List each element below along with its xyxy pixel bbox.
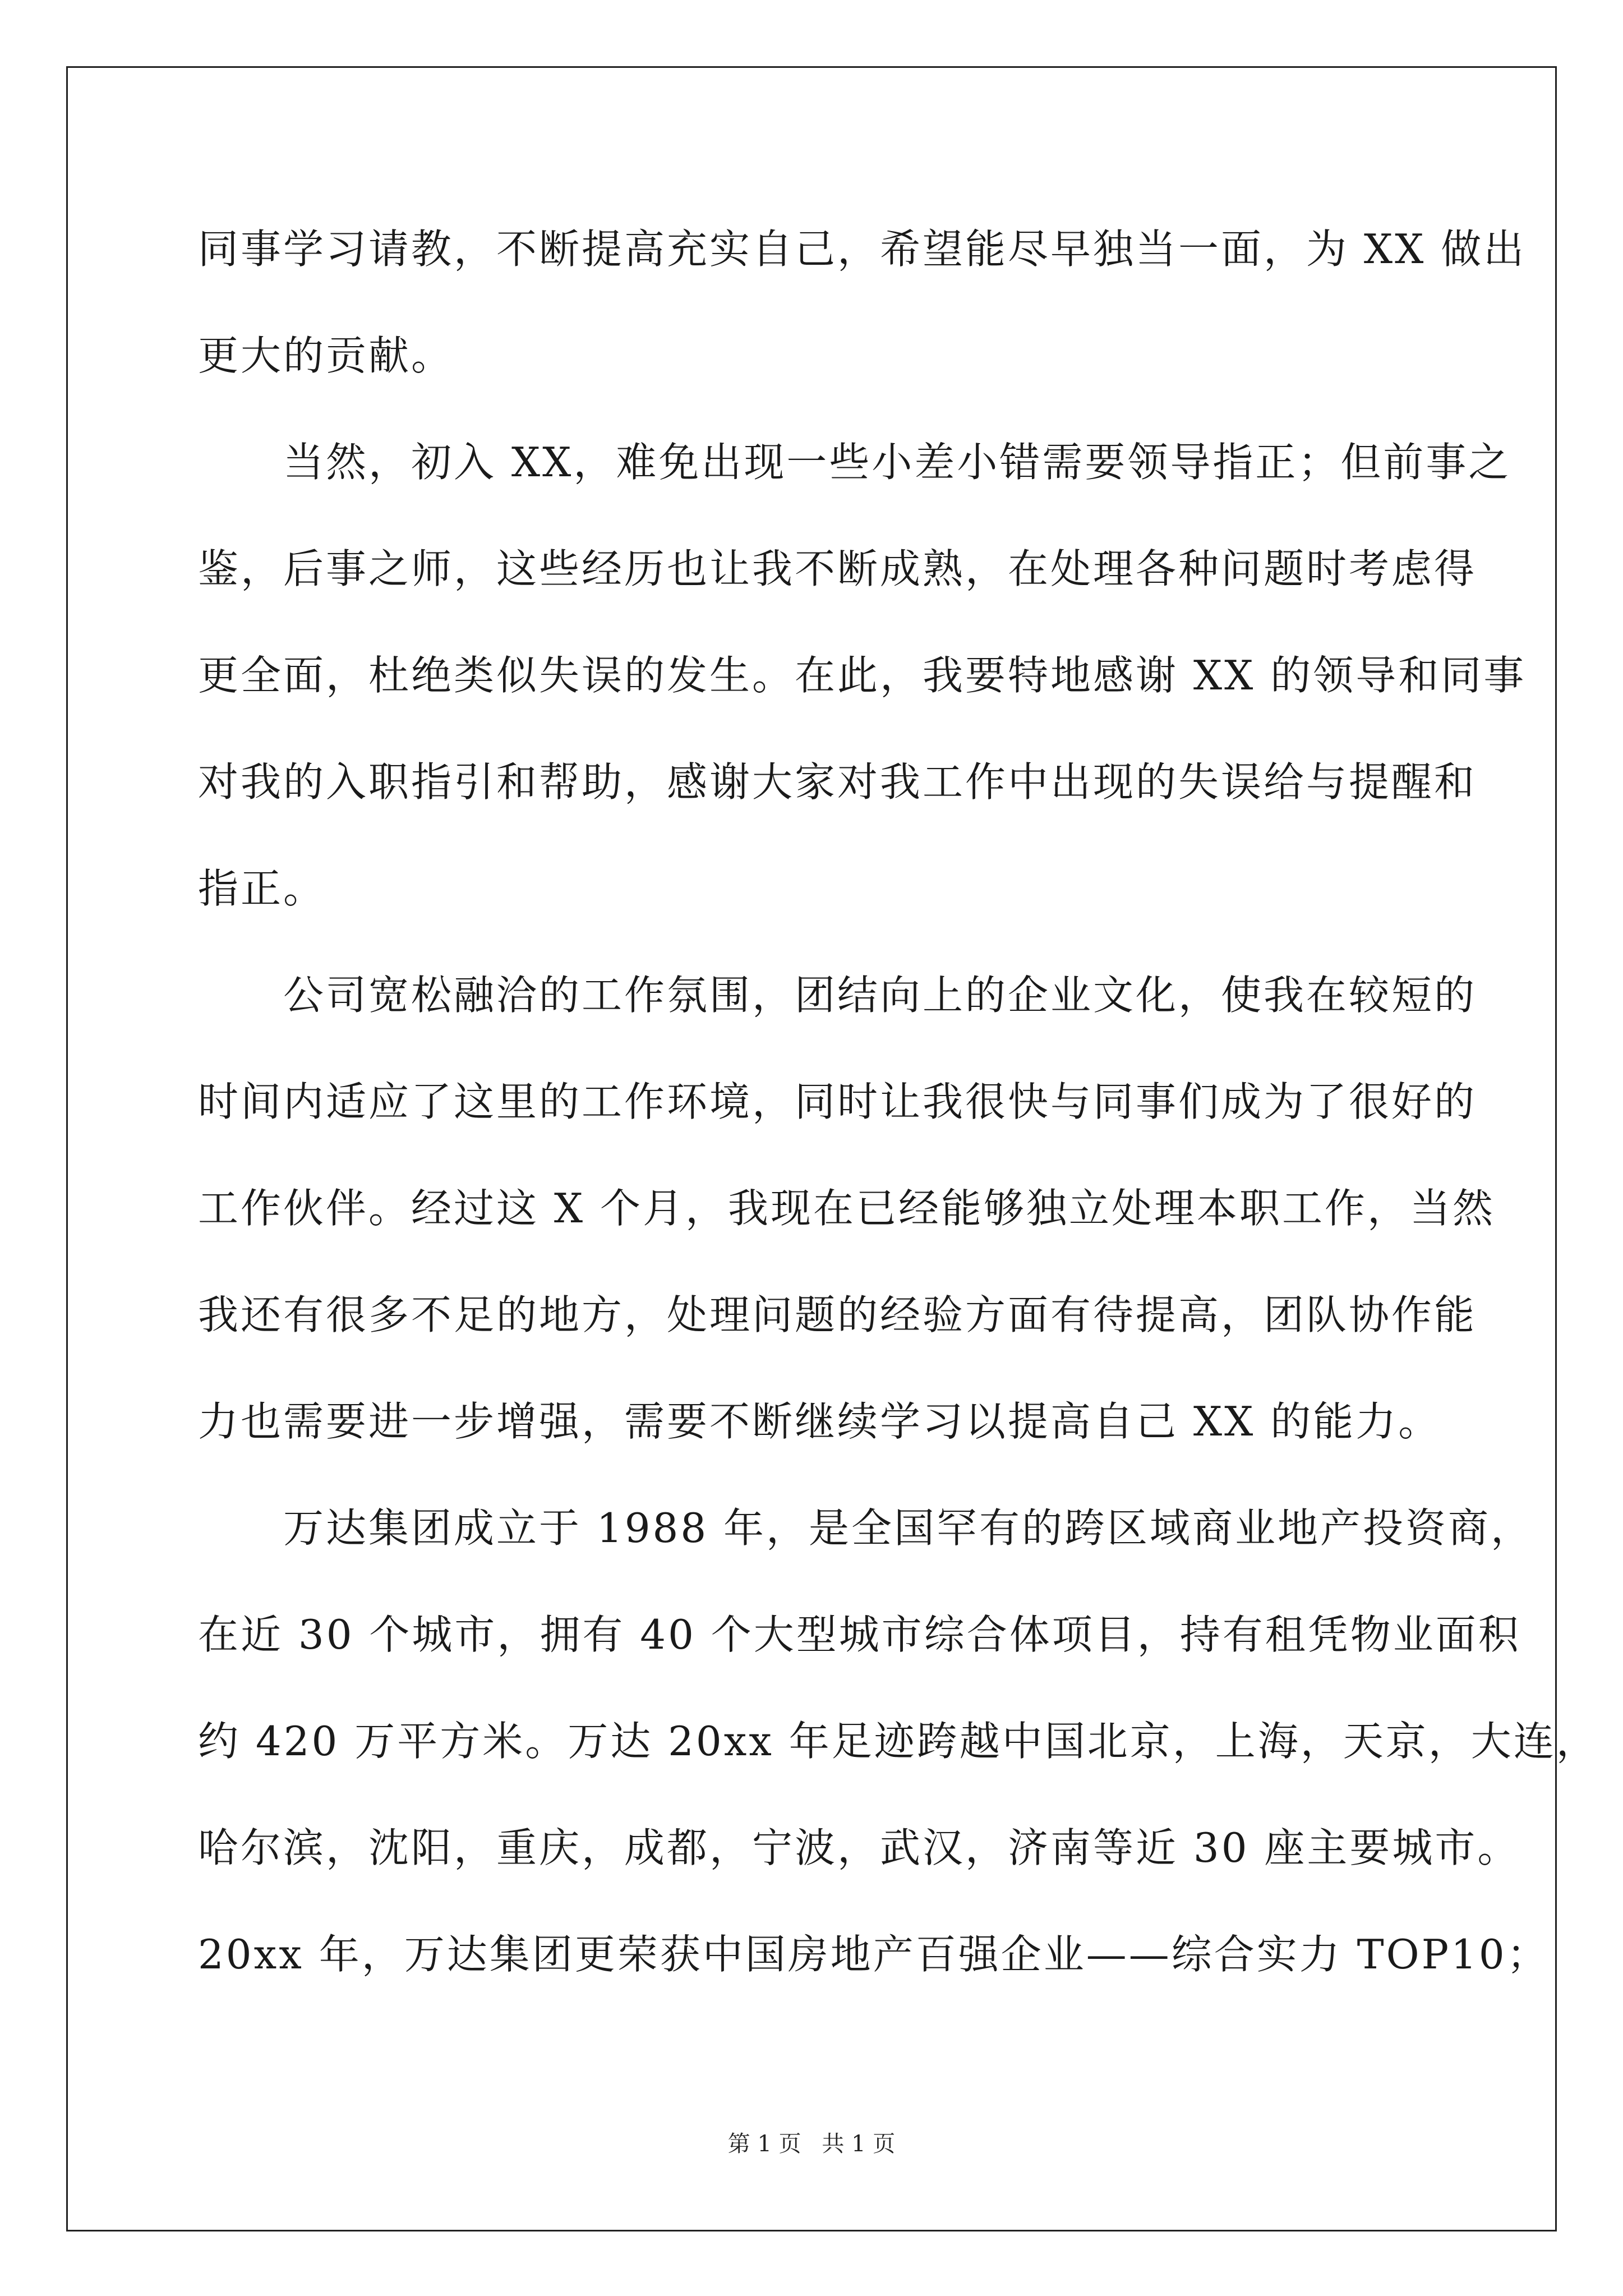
text-line: 在近 30 个城市，拥有 40 个大型城市综合体项目，持有租凭物业面积 bbox=[198, 1611, 1521, 1658]
text-line: 鉴，后事之师，这些经历也让我不断成熟，在处理各种问题时考虑得 bbox=[198, 545, 1477, 592]
text-line: 哈尔滨，沈阳，重庆，成都，宁波，武汉，济南等近 30 座主要城市。 bbox=[198, 1824, 1520, 1871]
text-line: 更全面，杜绝类似失误的发生。在此，我要特地感谢 XX 的领导和同事 bbox=[198, 652, 1527, 699]
text-line: 时间内适应了这里的工作环境，同时让我很快与同事们成为了很好的 bbox=[198, 1078, 1477, 1125]
text-line: 力也需要进一步增强，需要不断继续学习以提高自己 XX 的能力。 bbox=[198, 1398, 1441, 1445]
text-line: 20xx 年，万达集团更荣获中国房地产百强企业——综合实力 TOP10； bbox=[198, 1931, 1550, 1978]
text-line: 当然，初入 XX，难免出现一些小差小错需要领导指正；但前事之 bbox=[198, 439, 1511, 486]
page-footer bbox=[0, 2126, 1623, 2158]
text-line: 万达集团成立于 1988 年，是全国罕有的跨区域商业地产投资商， bbox=[198, 1504, 1534, 1552]
text-line: 指正。 bbox=[198, 865, 326, 912]
page-number-current: 第 1 页 bbox=[727, 2131, 801, 2157]
text-line: 对我的入职指引和帮助，感谢大家对我工作中出现的失误给与提醒和 bbox=[198, 758, 1477, 806]
text-line: 工作伙伴。经过这 X 个月，我现在已经能够独立处理本职工作，当然 bbox=[198, 1185, 1496, 1232]
text-line: 更大的贡献。 bbox=[198, 332, 454, 379]
text-line: 公司宽松融洽的工作氛围，团结向上的企业文化，使我在较短的 bbox=[198, 972, 1477, 1019]
text-line: 我还有很多不足的地方，处理问题的经验方面有待提高，团队协作能 bbox=[198, 1291, 1477, 1338]
page-number-total: 共 1 页 bbox=[822, 2131, 896, 2157]
text-line: 同事学习请教，不断提高充实自己，希望能尽早独当一面，为 XX 做出 bbox=[198, 226, 1527, 273]
document-body bbox=[198, 218, 1599, 2030]
text-line: 约 420 万平方米。万达 20xx 年足迹跨越中国北京，上海，天京，大连， bbox=[198, 1718, 1599, 1765]
